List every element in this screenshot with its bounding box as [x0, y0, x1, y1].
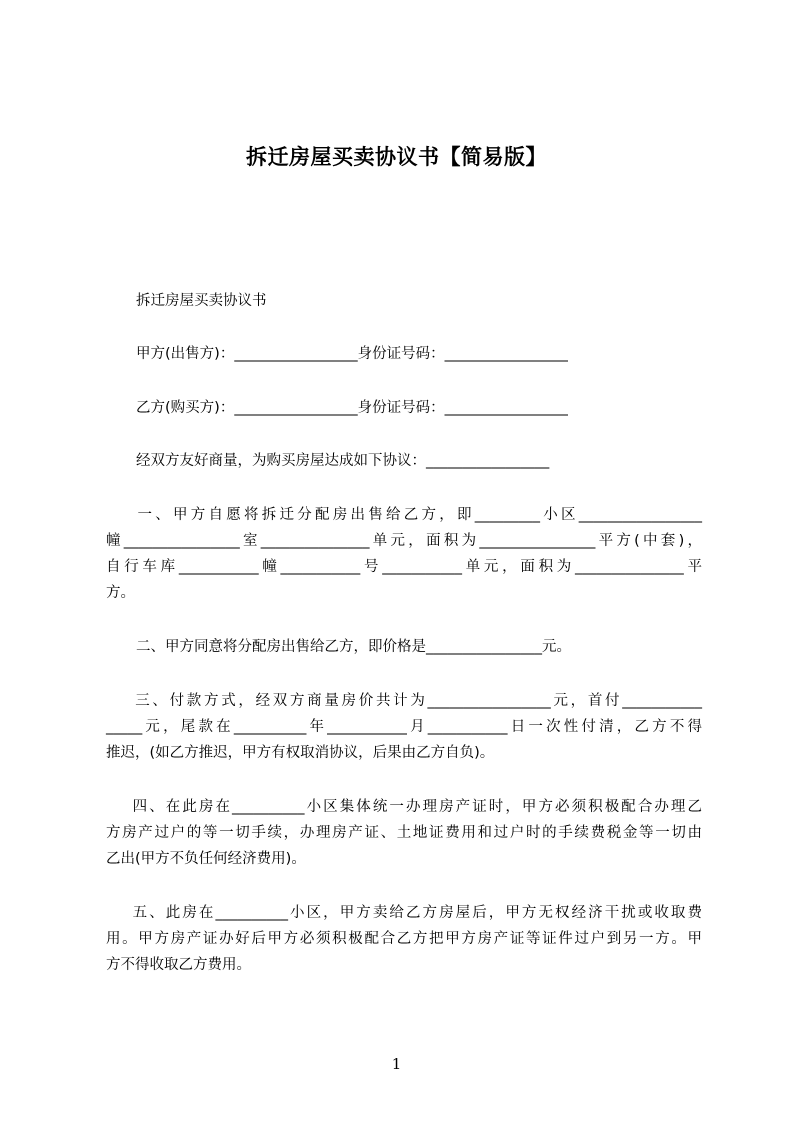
clause-4-line-3: 乙出(甲方不负任何经济费用)。	[106, 851, 306, 867]
clause-5-line-2: 用。甲方房产证办好后甲方必须积极配合乙方把甲方房产证等证件过户到另一方。甲	[106, 931, 702, 947]
party-b-line: 乙方(购买方)：_________________身份证号码：_________________	[136, 400, 568, 416]
clause-4-line-1: 四、在此房在__________小区集体统一办理房产证时，甲方必须积极配合办理乙	[106, 799, 702, 815]
clause-3-line-3: 推迟，(如乙方推迟，甲方有权取消协议，后果由乙方自负)。	[106, 745, 495, 761]
clause-1-line-4: 方。	[106, 585, 135, 601]
clause-3-line-1: 三、付款方式，经双方商量房价共计为_________________元，首付___________	[106, 693, 702, 709]
clause-4-line-2: 方房产过户的等一切手续，办理房产证、土地证费用和过户时的手续费税金等一切由	[106, 825, 702, 841]
clause-1-line-2: 幢________________室_______________单元，面积为________________平方(中套)，	[106, 533, 702, 549]
clause-5-line-3: 方不得收取乙方费用。	[106, 957, 251, 973]
clause-1-line-1: 一、甲方自愿将拆迁分配房出售给乙方，即_________小区_________________	[106, 507, 702, 523]
page-number: 1	[391, 1055, 402, 1073]
intro-line: 经双方友好商量，为购买房屋达成如下协议：_________________	[136, 453, 550, 469]
document-title: 拆迁房屋买卖协议书【简易版】	[246, 145, 547, 169]
party-a-line: 甲方(出售方)：_________________身份证号码：_________________	[136, 346, 568, 362]
clause-2-line: 二、甲方同意将分配房出售给乙方，即价格是________________元。	[136, 639, 571, 655]
clause-3-line-2: _____元，尾款在__________年___________月___________日一次性付清，乙方不得	[106, 719, 702, 735]
document-subtitle: 拆迁房屋买卖协议书	[136, 293, 267, 309]
clause-1-line-3: 自行车库___________幢___________号___________单元，面积为_______________平	[106, 559, 702, 575]
clause-5-line-1: 五、此房在__________小区，甲方卖给乙方房屋后，甲方无权经济干扰或收取费	[106, 905, 702, 921]
